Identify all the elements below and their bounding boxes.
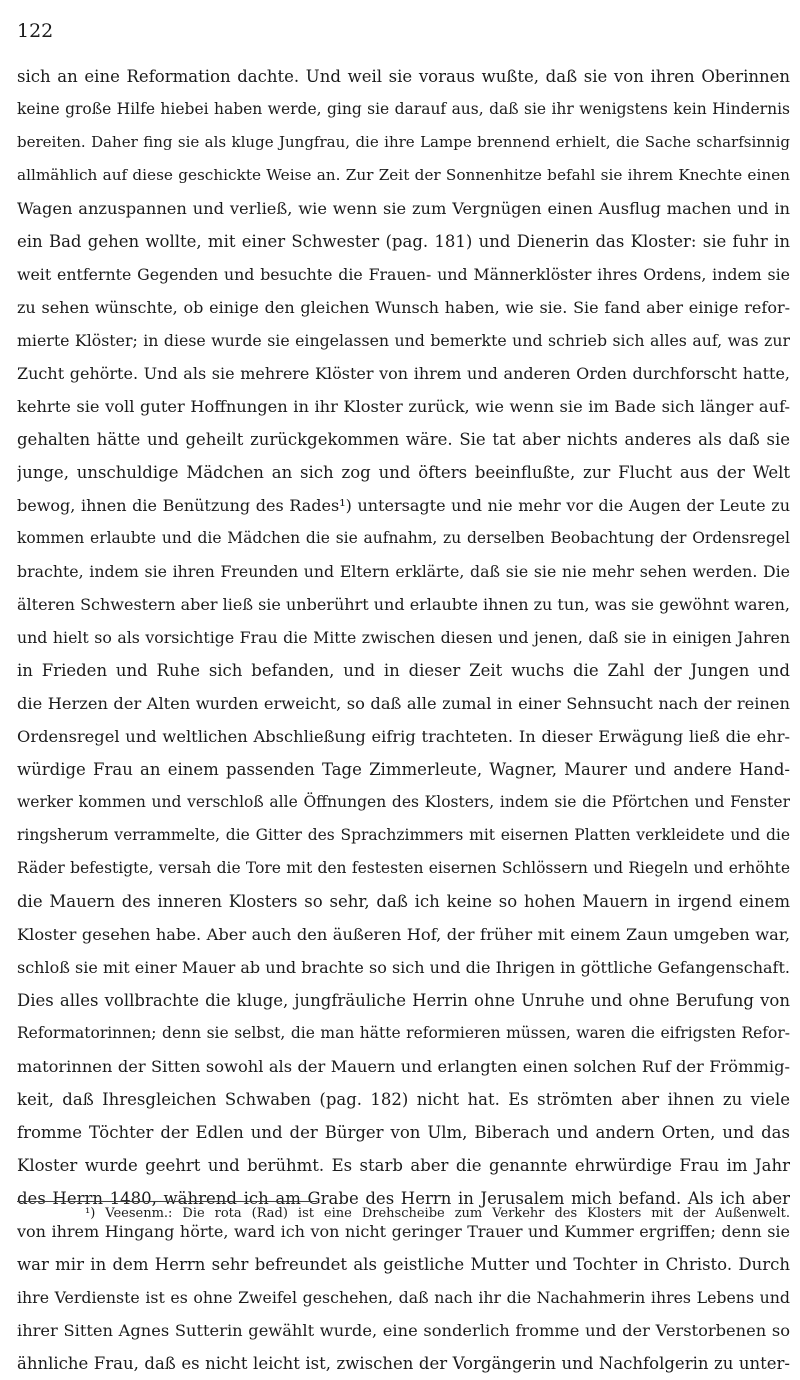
text-line: keit, daß Ihresgleichen Schwaben (pag. 182) nicht hat. Es strömten aber ihnen zu viele xyxy=(17,1090,790,1109)
text-line: würdige Frau an einem passenden Tage Zimmerleute, Wagner, Maurer und andere Hand- xyxy=(17,760,790,779)
text-line: war mir in dem Herrn sehr befreundet als geistliche Mutter und Tochter in Christo. Durch xyxy=(17,1255,790,1274)
text-line: junge, unschuldige Mädchen an sich zog und öfters beeinflußte, zur Flucht aus der Welt xyxy=(17,463,790,482)
text-line: gehalten hätte und geheilt zurückgekommen wäre. Sie tat aber nichts anderes als daß sie xyxy=(17,430,790,449)
text-line: Ordensregel und weltlichen Abschließung eifrig trachteten. In dieser Erwägung ließ die ehr- xyxy=(17,727,790,746)
footnote-divider xyxy=(17,1201,317,1202)
text-line: Wagen anzuspannen und verließ, wie wenn sie zum Vergnügen einen Ausflug machen und in xyxy=(17,199,790,218)
text-line: Kloster wurde geehrt und berühmt. Es starb aber die genannte ehrwürdige Frau im Jahr xyxy=(17,1156,790,1175)
text-line: älteren Schwestern aber ließ sie unberührt und erlaubte ihnen zu tun, was sie gewöhnt waren, xyxy=(17,595,790,614)
text-line: weit entfernte Gegenden und besuchte die Frauen- und Männerklöster ihres Ordens, indem sie xyxy=(17,265,790,284)
text-line: fromme Töchter der Edlen und der Bürger von Ulm, Biberach und andern Orten, und das xyxy=(17,1123,790,1142)
text-line: kehrte sie voll guter Hoffnungen in ihr Kloster zurück, wie wenn sie im Bade sich länger auf- xyxy=(17,397,790,416)
text-line: ihrer Sitten Agnes Sutterin gewählt wurde, eine sonderlich fromme und der Verstorbenen so xyxy=(17,1321,790,1340)
text-line: Zucht gehörte. Und als sie mehrere Klöster von ihrem und anderen Orden durchforscht hatte, xyxy=(17,364,790,383)
text-line: brachte, indem sie ihren Freunden und Eltern erklärte, daß sie sie nie mehr sehen werden. Die xyxy=(17,562,790,581)
text-line: und hielt so als vorsichtige Frau die Mitte zwischen diesen und jenen, daß sie in einigen Jahren xyxy=(17,628,790,647)
text-line: ähnliche Frau, daß es nicht leicht ist, zwischen der Vorgängerin und Nachfolgerin zu unter- xyxy=(17,1354,790,1373)
text-line: des Herrn 1480, während ich am Grabe des Herrn in Jerusalem mich befand. Als ich aber xyxy=(17,1189,790,1208)
text-line: ihre Verdienste ist es ohne Zweifel geschehen, daß nach ihr die Nachahmerin ihres Lebens und xyxy=(17,1288,790,1307)
text-line: Räder befestigte, versah die Tore mit den festesten eisernen Schlössern und Riegeln und erhöhte xyxy=(17,859,790,877)
text-line: ringsherum verrammelte, die Gitter des Sprachzimmers mit eisernen Platten verkleidete und die xyxy=(17,826,790,844)
text-line: kommen erlaubte und die Mädchen die sie aufnahm, zu derselben Beobachtung der Ordensregel xyxy=(17,529,790,547)
text-line: Kloster gesehen habe. Aber auch den äußeren Hof, der früher mit einem Zaun umgeben war, xyxy=(17,925,790,944)
text-line: ein Bad gehen wollte, mit einer Schwester (pag. 181) und Dienerin das Kloster: sie fuhr in xyxy=(17,232,790,251)
text-line: bereiten. Daher fing sie als kluge Jungfrau, die ihre Lampe brennend erhielt, die Sache scharfsinnig xyxy=(17,133,790,151)
text-line: bewog, ihnen die Benützung des Rades¹) untersagte und nie mehr vor die Augen der Leute zu xyxy=(17,496,790,515)
text-line: matorinnen der Sitten sowohl als der Mauern und erlangten einen solchen Ruf der Frömmig- xyxy=(17,1057,790,1076)
text-line: in Frieden und Ruhe sich befanden, und in dieser Zeit wuchs die Zahl der Jungen und xyxy=(17,661,790,680)
text-line: Dies alles vollbrachte die kluge, jungfräuliche Herrin ohne Unruhe und ohne Berufung von xyxy=(17,991,790,1010)
text-line: die Mauern des inneren Klosters so sehr, daß ich keine so hohen Mauern in irgend einem xyxy=(17,892,790,911)
text-line: allmählich auf diese geschickte Weise an. Zur Zeit der Sonnenhitze befahl sie ihrem Knechte einen xyxy=(17,166,790,184)
text-line: von ihrem Hingang hörte, ward ich von nicht geringer Trauer und Kummer ergriffen; denn sie xyxy=(17,1222,790,1241)
body-text xyxy=(17,60,790,1380)
page-number: 122 xyxy=(17,20,54,42)
text-line: mierte Klöster; in diese wurde sie eingelassen und bemerkte und schrieb sich alles auf, was zur xyxy=(17,331,790,350)
text-line: sich an eine Reformation dachte. Und weil sie voraus wußte, daß sie von ihren Oberinnen xyxy=(17,67,790,86)
text-line: werker kommen und verschloß alle Öffnungen des Klosters, indem sie die Pförtchen und Fenster xyxy=(17,793,790,811)
text-line: schloß sie mit einer Mauer ab und brachte so sich und die Ihrigen in göttliche Gefangenschaft. xyxy=(17,958,790,977)
text-line: die Herzen der Alten wurden erweicht, so daß alle zumal in einer Sehnsucht nach der reinen xyxy=(17,694,790,713)
text-line: Reformatorinnen; denn sie selbst, die man hätte reformieren müssen, waren die eifrigsten Refor- xyxy=(17,1024,790,1042)
text-line: zu sehen wünschte, ob einige den gleichen Wunsch haben, wie sie. Sie fand aber einige refor- xyxy=(17,298,790,317)
footnote: ¹) Veesenm.: Die rota (Rad) ist eine Drehscheibe zum Verkehr des Klosters mit der Außenwelt. xyxy=(85,1206,790,1221)
text-line: keine große Hilfe hiebei haben werde, ging sie darauf aus, daß sie ihr wenigstens kein Hindernis xyxy=(17,100,790,118)
